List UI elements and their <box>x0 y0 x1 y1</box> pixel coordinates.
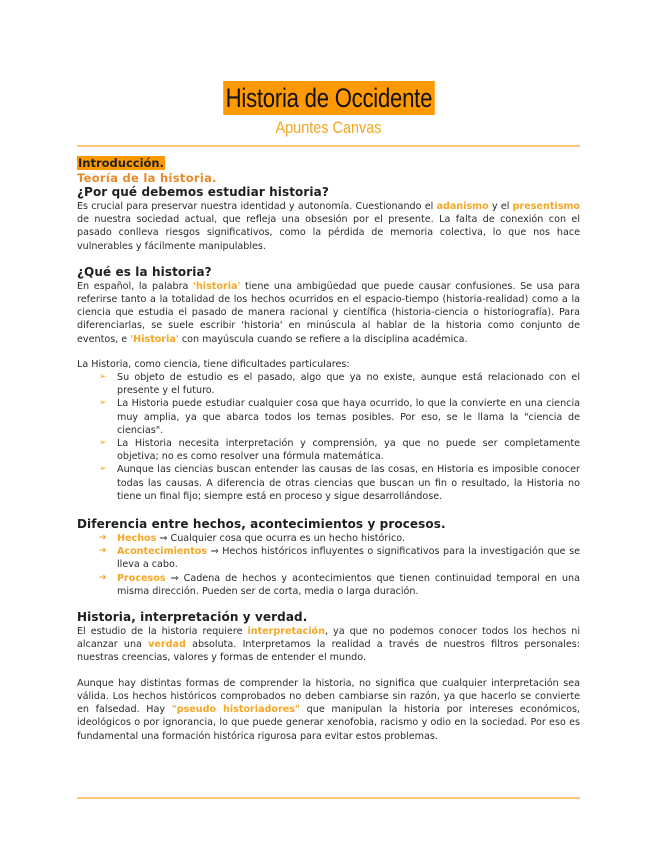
highlight-verdad: verdad <box>148 639 186 651</box>
difficulties-list <box>77 371 580 503</box>
text-run: El estudio de la historia requiere <box>77 626 248 638</box>
term-definition: ⇒ Hechos históricos influyentes o significativos para la investigación que se lleva a cabo. <box>117 546 580 571</box>
section-why-study-paragraph <box>77 200 580 253</box>
list-item <box>97 545 580 571</box>
bullet-arrow-icon: ➢ <box>99 372 107 383</box>
section-interpretation-title: Historia, interpretación y verdad. <box>77 610 308 625</box>
arrow-right-icon: ➔ <box>99 533 107 544</box>
highlight-historia-lower: 'historia' <box>193 280 241 292</box>
definitions-list <box>77 532 580 598</box>
term-definition: ⇒ Cadena de hechos y acontecimientos que tienen continuidad temporal en una misma dirección. Pueden ser de corta, media o larga duración. <box>117 572 580 597</box>
text-run: tiene una ambigüedad que puede causar confusiones. Se usa para referirse tanto a la totalidad de los hechos ocurridos en el espacio-tiempo (historia-realidad) como a la ciencia que estudia el pasado de manera racional y científica (historia-ciencia o historiografía). Para diferenciarlas, se suele escribir 'historia' en minúscula al hablar de la historia como conjunto de eventos, e <box>77 280 580 345</box>
list-item <box>97 572 580 598</box>
text-run: con mayúscula cuando se refiere a la disciplina académica. <box>178 333 468 345</box>
arrow-right-icon: ➔ <box>99 572 107 583</box>
section-differences-title: Diferencia entre hechos, acontecimientos y procesos. <box>77 517 446 532</box>
text-run: y el <box>488 201 513 212</box>
term-acontecimientos: Acontecimientos <box>117 546 208 558</box>
text-run: Aunque hay distintas formas de comprender la historia, no significa que cualquier interpretación sea válida. Los hechos históricos comprobados no deben cambiarse sin razón, ya que hacerlo se convierte en falsedad. Hay <box>77 677 580 716</box>
highlight-adanismo: adanismo <box>436 201 489 212</box>
highlight-pseudo-historiadores: "pseudo historiadores" <box>171 704 300 716</box>
list-item-text: Aunque las ciencias buscan entender las causas de las cosas, en Historia es imposible conocer todas las causas. A diferencia de otras ciencias que buscan un fin o resultado, la Historia no tiene un final fijo; siempre está en proceso y sigue desarrollándose. <box>117 464 580 502</box>
top-divider <box>77 145 580 147</box>
highlight-presentismo: presentismo <box>512 201 580 212</box>
section-what-is-history-title: ¿Qué es la historia? <box>77 264 212 279</box>
document-page <box>77 0 580 743</box>
list-item-text: Su objeto de estudio es el pasado, algo que ya no existe, aunque está relacionado con el presente y el futuro. <box>117 372 580 397</box>
highlight-interpretacion: interpretación <box>247 626 325 638</box>
text-run: que manipulan la historia por intereses económicos, ideológicos o por ignorancia, lo que puede generar xenofobia, racismo y odio en la sociedad. Por eso es fundamental una formación histórica rigurosa para evitar estos problemas. <box>77 704 580 742</box>
bottom-divider <box>77 797 580 799</box>
highlight-historia-upper: 'Historia' <box>130 333 179 345</box>
text-run: En español, la palabra <box>77 280 194 292</box>
section-interpretation-paragraph <box>77 625 580 665</box>
difficulties-intro: La Historia, como ciencia, tiene dificultades particulares: <box>77 358 350 370</box>
list-item-text: La Historia puede estudiar cualquier cosa que haya ocurrido, lo que la convierte en una ciencia muy amplia, ya que abarca todos los temas posibles. Por eso, se le llama la "ciencia de ciencias". <box>117 398 580 436</box>
list-item <box>97 532 580 545</box>
bullet-arrow-icon: ➢ <box>99 438 107 449</box>
list-item <box>97 463 580 503</box>
term-hechos: Hechos <box>117 533 157 545</box>
text-run: Es crucial para preservar nuestra identidad y autonomía. Cuestionando el <box>77 201 437 212</box>
section-why-study-title: ¿Por qué debemos estudiar historia? <box>77 185 329 199</box>
list-item-text: La Historia necesita interpretación y comprensión, ya que no puede ser completamente objetiva; no es como resolver una fórmula matemática. <box>117 438 580 463</box>
text-run: de nuestra sociedad actual, que refleja una obsesión por el presente. La falta de conexión con el pasado conlleva riesgos significativos, como la pérdida de memoria colectiva, lo que nos hace vulnerables y fácilmente manipulables. <box>77 214 580 252</box>
title-block <box>77 81 580 115</box>
list-item <box>97 437 580 463</box>
arrow-right-icon: ➔ <box>99 546 107 557</box>
list-item <box>97 371 580 397</box>
section-interpretation-paragraph-2 <box>77 677 580 743</box>
text-run: absoluta. Interpretamos la realidad a través de nuestros filtros personales: nuestras creencias, valores y formas de entender el mundo. <box>77 639 580 664</box>
page-subtitle: Apuntes Canvas <box>275 118 382 137</box>
text-run: , ya que no podemos conocer todos los hechos ni alcanzar una <box>77 626 580 651</box>
bullet-arrow-icon: ➢ <box>99 464 107 475</box>
intro-block <box>77 152 580 171</box>
page-title: Historia de Occidente <box>223 81 434 115</box>
intro-heading: Introducción. <box>78 156 164 170</box>
list-item <box>97 397 580 437</box>
theory-heading: Teoría de la historia. <box>77 171 217 185</box>
section-what-is-history-paragraph <box>77 280 580 346</box>
bullet-arrow-icon: ➢ <box>99 398 107 409</box>
term-definition: ⇒ Cualquier cosa que ocurra es un hecho histórico. <box>156 533 406 545</box>
term-procesos: Procesos <box>117 572 166 584</box>
